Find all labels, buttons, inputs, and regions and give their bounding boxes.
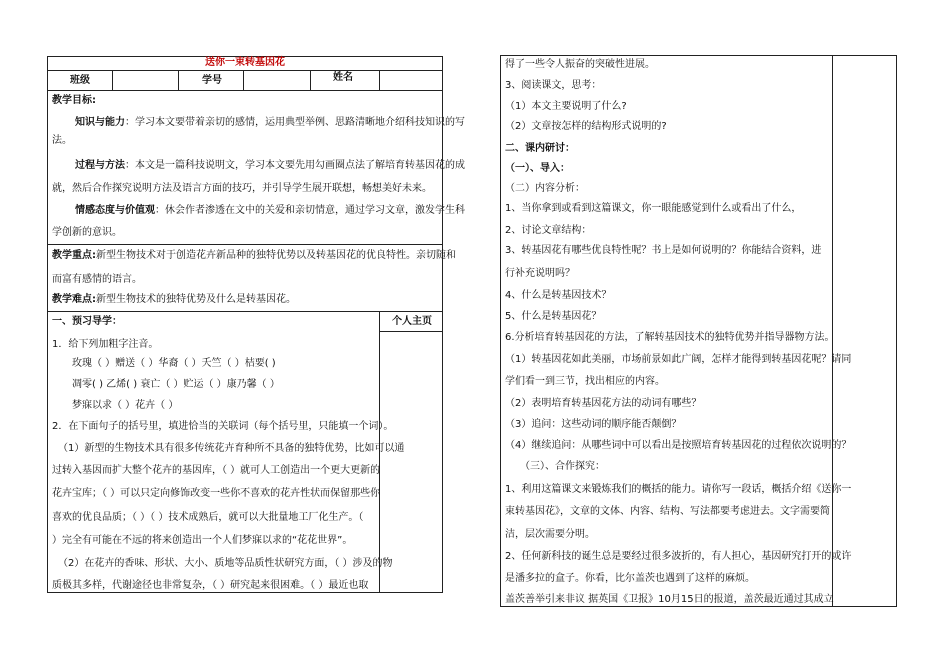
right-line: 得了一些令人振奋的突破性进展。 [505, 59, 655, 70]
preview-q2: 2．在下面句子的括号里，填进恰当的关联词（每个括号里，只能填一个词）。 [52, 421, 394, 432]
emotion-line [75, 205, 465, 217]
right-line: 行补充说明吗？ [505, 268, 575, 279]
process-text: ：本文是一篇科技说明文，学习本文要先用勾画圈点法了解培育转基因花的成 [125, 160, 465, 171]
name-label: 姓名 [333, 72, 353, 83]
personal-homepage-label: 个人主页 [392, 316, 432, 327]
knowledge-label: 知识与能力 [75, 117, 125, 128]
pinyin-row-1: 玫瑰（ ）赠送（ ）华裔（ ）夭竺（ ）桔要( ) [72, 358, 276, 369]
knowledge-line [75, 117, 465, 129]
right-col-divider [832, 55, 833, 607]
paragraph-1-line: ）完全有可能在不远的将来创造出一个人们梦寐以求的“花花世界”。 [52, 535, 353, 546]
paragraph-2-line: 质极其多样，代谢途径也非常复杂，（ ）研究起来很困难。（ ）最近也取 [52, 580, 369, 591]
key-text: 新型生物技术对于创造花卉新品种的独特优势以及转基因花的优良特性。亲切随和 [96, 250, 456, 261]
right-line: 束转基因花》，文章的文体、内容、结构、写法都要考虑进去。文字需要简 [505, 506, 830, 517]
right-line: 洁，层次需要分明。 [505, 529, 595, 540]
emotion-cont: 学创新的意识。 [52, 227, 122, 238]
process-label: 过程与方法 [75, 160, 125, 171]
right-line: （2）文章按怎样的结构形式说明的? [505, 121, 667, 132]
key-cont: 而富有感情的语言。 [52, 274, 142, 285]
paragraph-1-line: （1）新型的生物技术具有很多传统花卉育种所不具备的独特优势，比如可以通 [58, 443, 405, 454]
right-line: 1、利用这篇课文来锻炼我们的概括的能力。请你写一段话，概括介绍《送你一 [505, 484, 852, 495]
process-line [75, 160, 465, 172]
process-cont: 就，然后合作探究说明方法及语言方面的技巧，并引导学生展开联想，畅想美好未来。 [52, 183, 432, 194]
left-row-divider [47, 90, 443, 91]
right-line: 2、讨论文章结构： [505, 225, 592, 236]
left-col-divider [243, 70, 244, 90]
left-row-divider [47, 70, 443, 71]
preview-q1: 1．给下列加粗字注音。 [52, 339, 159, 350]
right-line: （2）表明培育转基因花方法的动词有哪些？ [505, 398, 702, 409]
difficulty-line [52, 294, 296, 306]
class-label: 班级 [70, 75, 90, 86]
left-col-divider [112, 70, 113, 90]
left-col-divider [178, 70, 179, 90]
right-table [500, 55, 897, 607]
paragraph-2-line: （2）在花卉的香味、形状、大小、质地等品质性状研究方面，（ ）涉及的物 [58, 558, 393, 569]
left-row-divider [47, 244, 443, 245]
right-line: （4）继续追问：从哪些词中可以看出是按照培育转基因花的过程依次说明的？ [505, 440, 852, 451]
right-line: 3、阅读课文，思考： [505, 80, 602, 91]
right-line: （二）内容分析： [505, 183, 585, 194]
paragraph-1-line: 花卉宝库；（ ）可以只定向修饰改变一些你不喜欢的花卉性状而保留那些你 [52, 488, 381, 499]
knowledge-text: ：学习本文要带着亲切的感情，运用典型举例、思路清晰地介绍科技知识的写 [125, 117, 465, 128]
difficulty-label: 教学难点: [52, 294, 96, 305]
right-line: 是潘多拉的盒子。你看，比尔盖茨也遇到了这样的麻烦。 [505, 573, 755, 584]
left-col-divider [379, 70, 380, 90]
difficulty-text: 新型生物技术的独特优势及什么是转基因花。 [96, 294, 296, 305]
right-line: 二、课内研讨： [505, 143, 575, 154]
right-line: （1）本文主要说明了什么? [505, 101, 627, 112]
left-row-divider [47, 311, 443, 312]
right-line: （1）转基因花如此美丽，市场前景如此广阔，怎样才能得到转基因花呢？请同 [505, 354, 852, 365]
page-title: 送你一束转基因花 [205, 57, 285, 68]
emotion-text: ：休会作者渗透在文中的关爱和亲切情意，通过学习文章，激发学生科 [155, 205, 465, 216]
preview-heading: 一、预习导学： [52, 316, 122, 327]
right-line: 3、转基因花有哪些优良特性呢？书上是如何说明的？你能结合资料，进 [505, 245, 822, 256]
right-line: 学们看一到三节，找出相应的内容。 [505, 376, 665, 387]
paragraph-1-line: 过转入基因而扩大整个花卉的基因库，（ ）就可人工创造出一个更大更新的 [52, 465, 381, 476]
right-line: （3）追问：这些动词的顺序能否颠倒？ [505, 419, 682, 430]
pinyin-row-2: 凋零( ) 乙烯( ) 衰亡（ ）贮运（ ）康乃馨（ ） [72, 379, 280, 390]
right-line: （一）、导入： [505, 163, 570, 174]
knowledge-cont: 法。 [52, 135, 72, 146]
right-line: 盖茨善举引来非议 据英国《卫报》10月15日的报道，盖茨最近通过其成立 [505, 594, 834, 605]
right-line: 1、当你拿到或看到这篇课文，你一眼能感觉到什么或看出了什么， [505, 203, 802, 214]
paragraph-1-line: 喜欢的优良品质；（ ）（ ）技术成熟后，就可以大批量地工厂化生产。（ [52, 512, 364, 523]
pinyin-row-3: 梦寐以求（ ）花卉（ ） [72, 400, 179, 411]
right-line: 6.分析培育转基因花的方法，了解转基因技术的独特优势并指导器物方法。 [505, 332, 835, 343]
student-id-label: 学号 [202, 75, 222, 86]
objectives-heading: 教学目标: [52, 95, 96, 106]
left-col-divider [310, 70, 311, 90]
right-line: 2、任何新科技的诞生总是要经过很多波折的，有人担心，基因研究打开的或许 [505, 551, 852, 562]
key-label: 教学重点: [52, 250, 96, 261]
right-line: 4、什么是转基因技术？ [505, 290, 612, 301]
emotion-label: 情感态度与价值观 [75, 205, 155, 216]
key-line [52, 250, 456, 262]
left-row-divider [379, 331, 443, 332]
right-line: （三）、合作探究： [520, 461, 605, 472]
right-line: 5、什么是转基因花？ [505, 311, 602, 322]
